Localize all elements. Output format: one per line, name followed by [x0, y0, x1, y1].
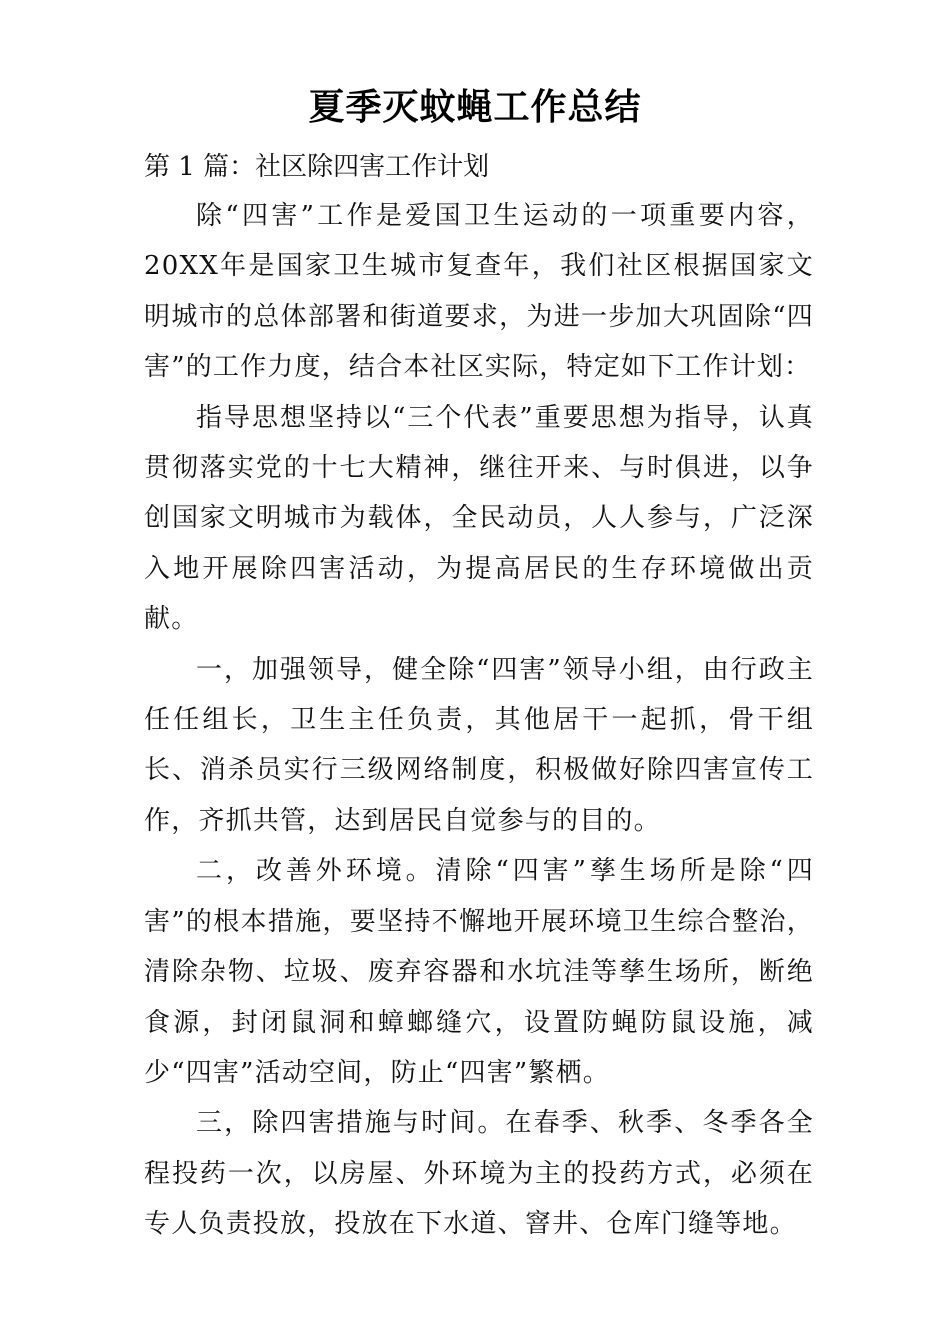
paragraph-measures-timing: 三，除四害措施与时间。在春季、秋季、冬季各全程投药一次，以房屋、外环境为主的投药方式，必须在专人负责投放，投放在下水道、窨井、仓库门缝等地。 [144, 1108, 814, 1240]
document-title: 夏季灭蚊蝇工作总结 [308, 87, 642, 128]
paragraph-leadership: 一，加强领导，健全除“四害”领导小组，由行政主任任组长，卫生主任负责，其他居干一起抓，骨干组长、消杀员实行三级网络制度，积极做好除四害宣传工作，齐抓共管，达到居民自觉参与的目的。 [144, 654, 814, 836]
document-body [144, 143, 814, 1250]
paragraph-intro: 除“四害”工作是爱国卫生运动的一项重要内容，20XX年是国家卫生城市复查年，我们社区根据国家文明城市的总体部署和街道要求，为进一步加大巩固除“四害”的工作力度，结合本社区实际，特定如下工作计划： [144, 201, 814, 383]
paragraph-environment: 二，改善外环境。清除“四害”孳生场所是除“四害”的根本措施，要坚持不懈地开展环境卫生综合整治，清除杂物、垃圾、废弃容器和水坑洼等孳生场所，断绝食源，封闭鼠洞和蟑螂缝穴，设置防蝇防鼠设施，减少“四害”活动空间，防止“四害”繁栖。 [144, 856, 814, 1088]
paragraph-guiding-ideology: 指导思想坚持以“三个代表”重要思想为指导，认真贯彻落实党的十七大精神，继往开来、与时俱进，以争创国家文明城市为载体，全民动员，人人参与，广泛深入地开展除四害活动，为提高居民的生存环境做出贡献。 [144, 402, 814, 635]
section-heading: 第 1 篇：社区除四害工作计划 [144, 152, 490, 182]
